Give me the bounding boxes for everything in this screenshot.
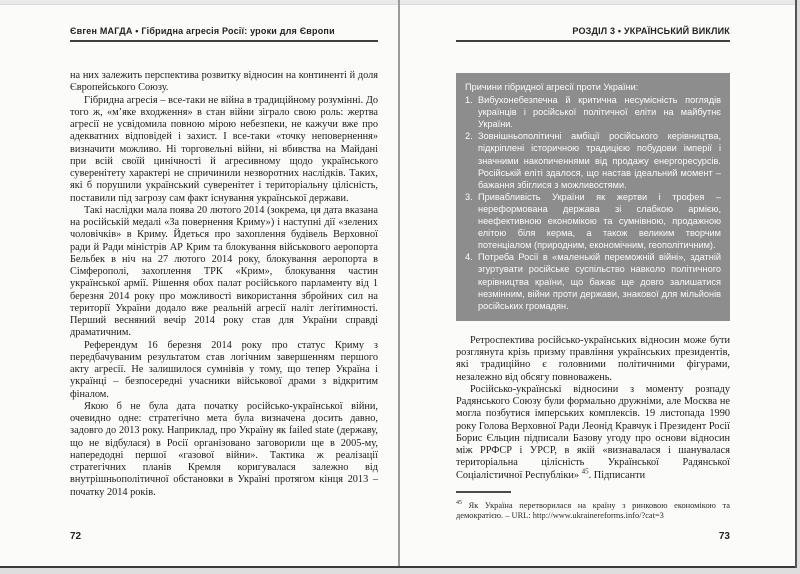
- causes-box-title: Причини гібридної агресії проти України:: [465, 82, 639, 92]
- scan-edge-top: [0, 0, 800, 5]
- causes-box-item-text: Потреба Росії в «маленькій переможній війні», здатній згуртувати російське суспільство навколо політичного керівництва країни, що бажає ще довго залишатися незмінним, війни проти держави, знакової для мільйонів російських громадян.: [478, 252, 721, 311]
- running-head-left: Євген МАГДА • Гібридна агресія Росії: уроки для Європи: [70, 26, 335, 36]
- right-page: [456, 26, 730, 522]
- left-page-body: [70, 70, 378, 499]
- paragraph: Референдум 16 березня 2014 року про статус Криму з передбачуваним результатом став логічним завершенням першого акту агресії. Не залишилося сумнівів у тому, що тепер Україна і українці – безпосередні учасники військової драми з відкритим фіналом.: [70, 339, 378, 400]
- causes-box-item-number: 2.: [465, 131, 473, 142]
- running-head-right: РОЗДІЛ 3 • УКРАЇНСЬКИЙ ВИКЛИК: [572, 26, 730, 36]
- running-head-rule-left: [70, 40, 378, 42]
- causes-box-item-number: 4.: [465, 252, 473, 263]
- paragraph-text: . Підписанти: [588, 469, 646, 481]
- causes-box-item-text: Привабливість України як жертви і трофея – нереформована держава зі слабкою армією, неефективною економікою та сумнівною, продажною елітою біля керма, а також великим творчим потенціалом (природним, економічним, геополітичним).: [478, 191, 721, 251]
- paragraph: Ретроспектива російсько-українських відносин може бути розглянута крізь призму правління українських президентів, які традиційно є головними політичними фігурами, незалежно від обсягу повноважень.: [456, 334, 730, 383]
- paragraph: Гібридна агресія – все-таки не війна в традиційному розумінні. До того ж, «м’яке входження» в стан війни зіграло свою роль: жертва агресії не усвідомила повною мірою небезпеки, не кажучи вже про адекватних відповідей і захист. І все-таки «точку неповернення» визначити можливо. Ні торговельні війни, ні вбивства на Майдані при всій своїй цинічності й агресивному щодо українського суверенітету характері не спричинили незворотних наслідків. Таких, які б порушили український суверенітет і територіальну цілісність, поставили під загрозу сам факт існування української держави.: [70, 94, 378, 204]
- page-gutter-line: [398, 0, 400, 566]
- paragraph-text: Російсько-українські відносини з моменту розпаду Радянського Союзу були формально дружніми, але Москва не могла позбутися імперських комплексів. 19 листопада 1990 року Голова Верховної Ради Леонід Кравчук і Президент Росії Борис Єльцин підписали Базову угоду про основи відносин між РРФСР і УРСР, в якій «визнавалася і шанувалася територіальна цілісність Української Радянської Соціалістичної Республіки»: [456, 383, 730, 481]
- paragraph-with-footnote-ref: [456, 384, 730, 482]
- footnote-text: [456, 498, 730, 522]
- page-number-right: 73: [718, 531, 730, 542]
- footnote-reference: 45: [581, 467, 589, 476]
- causes-box-item-number: 3.: [465, 191, 473, 202]
- page-number-left: 72: [70, 531, 82, 542]
- causes-box-item: [465, 251, 721, 311]
- running-head-rule-right: [456, 40, 730, 42]
- causes-box-item-text: Зовнішньополітичні амбіції російського керівництва, підкріплені історичною традицією побудови імперії і значними накопиченнями від продажу енергоресурсів. Російській еліті здалося, що настав ідеальний момент – бажання збіглися з можливостями.: [478, 131, 721, 190]
- causes-box-item: [465, 94, 721, 130]
- causes-box-item: [465, 191, 721, 251]
- right-page-body: [456, 335, 730, 482]
- paragraph: Такі наслідки мала поява 20 лютого 2014 (зокрема, ця дата вказана на російській медалі «За повернення Криму») і наступні дії «зелених чоловічків» в Криму. Йдеться про захоплення будівель Верховної ради й Ради міністрів АР Крим та блокування військового аеропорта Бельбек в ніч на 27 лютого 2014 року, блокування аеропорта в Сімферополі, захоплення ТРК «Крим», блокування частин української армії. Рішення обох палат російського парламенту від 1 березня 2014 року про можливості використання збройних сил на території України додало вже реальній агресії наліт легітимності. Перший весняний вечір 2014 року став для України справді драматичним.: [70, 204, 378, 339]
- footnote: [456, 491, 730, 522]
- footnote-rule: [456, 491, 511, 493]
- causes-box: [456, 73, 730, 321]
- causes-box-item: [465, 130, 721, 190]
- footnote-body: Як Україна перетворилася на країну з ринковою економікою та демократією. – URL: http://www.ukrainereforms.info/?cat=3: [456, 500, 730, 521]
- causes-box-item-number: 1.: [465, 95, 473, 106]
- left-page: [70, 26, 378, 499]
- paragraph: на них залежить перспектива розвитку відносин на континенті й доля Європейського Союзу.: [70, 70, 378, 94]
- scan-edge-bottom: [0, 568, 800, 574]
- causes-box-item-text: Вибухонебезпечна й критична несумісність поглядів українців і російської політичної еліти на майбутнє України.: [478, 95, 721, 130]
- footnote-marker: 45: [456, 499, 462, 506]
- paragraph: Якою б не була дата початку російсько-української війни, очевидно одне: стратегічно мета була визначена досить давно, задовго до 2013 року. Наприклад, про Україну як failed state (державу, що не відбулася) в Росії організовано заговорили ще в 2005-му, напередодні першої «газової війни». Тактика ж реалізації стратегічних планів Кремля коригувалася залежно від внутрішньополітичної обстановки в Україні протягом кінця 2013 – початку 2014 років.: [70, 400, 378, 498]
